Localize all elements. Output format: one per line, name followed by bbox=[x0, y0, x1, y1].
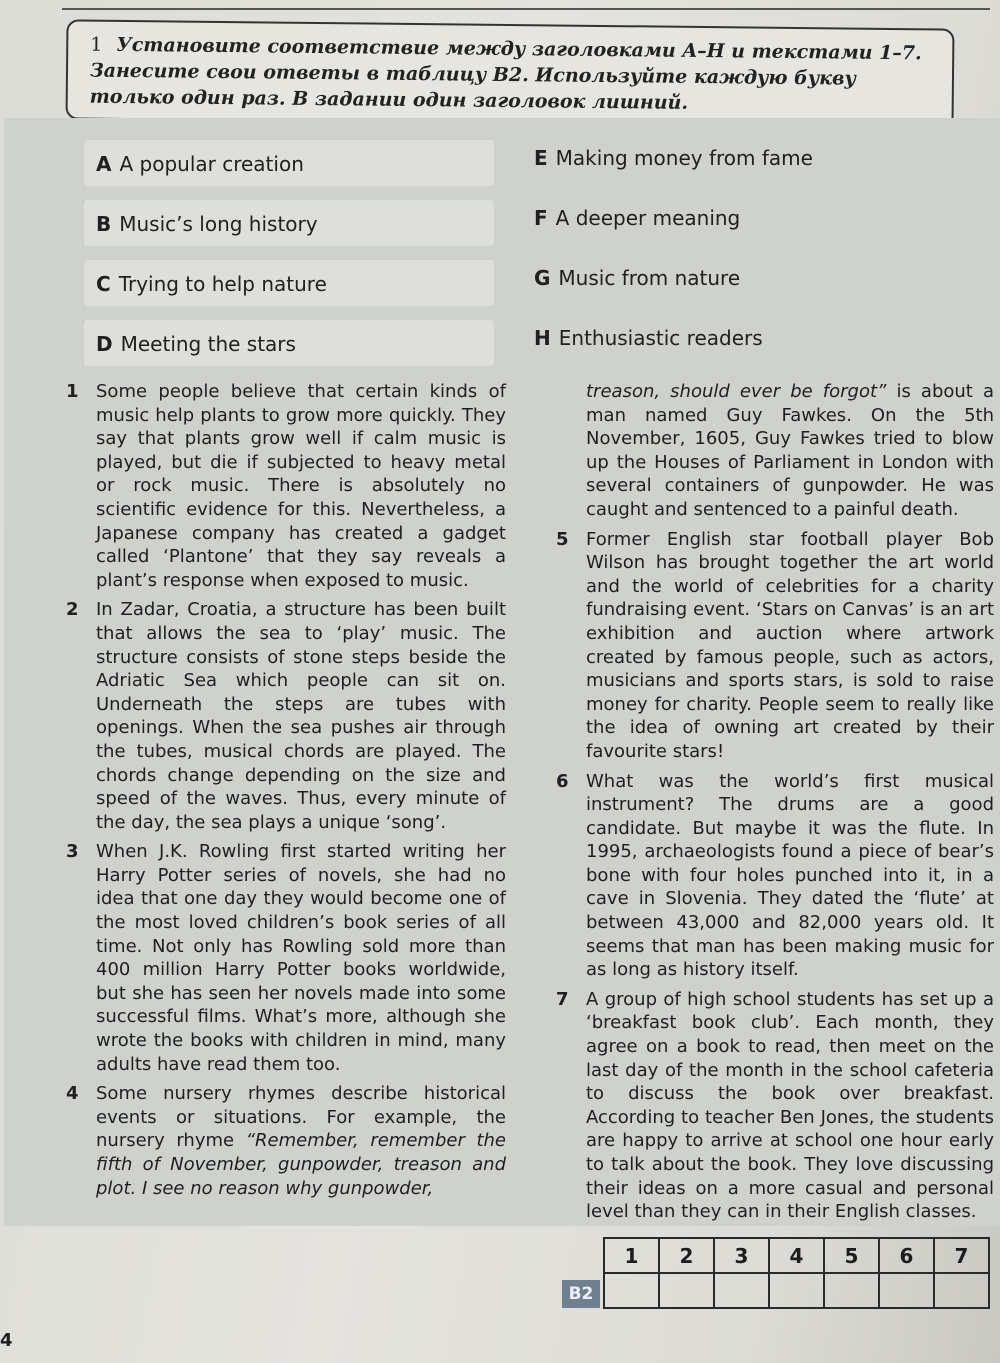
heading-letter: C bbox=[96, 272, 111, 296]
answer-column-header: 7 bbox=[934, 1238, 989, 1273]
text-number: 3 bbox=[66, 841, 79, 863]
text-body: Some people believe that certain kinds of music help plants to grow more quickly. They say that plants grow well if calm music is played, but die if subjected to heavy metal or rock music. There is absolutely no scientific evidence for this. Nevertheless, a Japanese company has created a gadget called ‘Plantone’ that they say reveals a plant’s response when exposed to music. bbox=[96, 381, 506, 591]
answer-column-header: 2 bbox=[659, 1238, 714, 1273]
heading-g bbox=[534, 266, 740, 290]
answer-column-header: 1 bbox=[604, 1238, 659, 1273]
text-number: 1 bbox=[66, 381, 79, 402]
text-number: 6 bbox=[556, 770, 569, 792]
answer-cell-1[interactable] bbox=[604, 1273, 659, 1308]
answer-cell-7[interactable] bbox=[934, 1273, 989, 1308]
answer-column-header: 4 bbox=[769, 1238, 824, 1273]
answer-table-answer-row bbox=[604, 1273, 989, 1308]
heading-text: Music’s long history bbox=[119, 212, 318, 236]
text-item-4-continued bbox=[556, 380, 994, 522]
text-body: A group of high school students has set up a ‘breakfast book club’. Each month, they agree on a book to read, then meet on the last day of the month in the school cafeteria to discuss the book over breakfast. According to teacher Ben Jones, the students are happy to arrive at school one hour early to talk about the book. They love discussing their ideas on a more casual and personal level than they can in their English classes. bbox=[586, 988, 994, 1223]
answer-cell-4[interactable] bbox=[769, 1273, 824, 1308]
text-item-7 bbox=[556, 988, 994, 1224]
texts-right-column bbox=[556, 380, 994, 1230]
heading-e bbox=[534, 146, 813, 170]
task-number: 1 bbox=[90, 33, 103, 56]
text-number: 7 bbox=[556, 988, 569, 1010]
nursery-rhyme-quote-continued: treason, should ever be forgot” bbox=[586, 381, 887, 402]
text-body: Some nursery rhymes describe historical events or situations. For example, the nursery rhyme bbox=[96, 1083, 506, 1152]
text-body: When J.K. Rowling first started writing her Harry Potter series of novels, she had no idea that one day they would become one of the most loved children’s book series of all time. Not only has Rowling sold more than 400 million Harry Potter books worldwide, but she has seen her novels made into some successful films. What’s more, although she wrote the books with children in mind, many adults have read them too. bbox=[96, 841, 506, 1075]
texts-left-column bbox=[66, 380, 506, 1206]
heading-letter: D bbox=[96, 332, 113, 356]
heading-letter: E bbox=[534, 146, 548, 170]
text-item-6 bbox=[556, 770, 994, 982]
text-number: 2 bbox=[66, 599, 79, 621]
answer-table-header-row bbox=[604, 1238, 989, 1273]
heading-text: Trying to help nature bbox=[118, 272, 327, 296]
answer-column-header: 3 bbox=[714, 1238, 769, 1273]
answer-cell-3[interactable] bbox=[714, 1273, 769, 1308]
answer-table-b2 bbox=[603, 1237, 990, 1309]
heading-c bbox=[96, 272, 327, 296]
heading-a bbox=[96, 152, 304, 176]
top-rule bbox=[62, 8, 990, 10]
text-body: is about a man named Guy Fawkes. On the 5th November, 1605, Guy Fawkes tried to blow up the Houses of Parliament in London with several containers of gunpowder. He was caught and sentenced to a painful death. bbox=[586, 381, 994, 520]
heading-text: Meeting the stars bbox=[120, 332, 296, 356]
text-item-1 bbox=[66, 380, 506, 592]
heading-b bbox=[96, 212, 318, 236]
text-body: In Zadar, Croatia, a structure has been built that allows the sea to ‘play’ music. The structure consists of stone steps beside the Adriatic Sea which people can sit on. Underneath the steps are tubes with openings. When the sea pushes air through the tubes, musical chords are played. The chords change depending on the size and speed of the waves. Thus, every minute of the day, the sea plays a unique ‘song’. bbox=[96, 599, 506, 833]
text-item-5 bbox=[556, 528, 994, 764]
heading-letter: F bbox=[534, 206, 548, 230]
text-body: Former English star football player Bob Wilson has brought together the art world and the world of celebrities for a charity fundraising event. ‘Stars on Canvas’ is an art exhibition and auction where artwork created by famous people, such as actors, musicians and sports stars, is sold to raise money for charity. People seem to really like the idea of owning art created by their favourite stars! bbox=[586, 528, 994, 762]
text-item-3 bbox=[66, 840, 506, 1076]
heading-letter: H bbox=[534, 326, 551, 350]
task-content-area bbox=[4, 118, 1000, 1226]
answer-cell-6[interactable] bbox=[879, 1273, 934, 1308]
heading-text: A popular creation bbox=[119, 152, 304, 176]
heading-h bbox=[534, 326, 763, 350]
heading-text: Music from nature bbox=[558, 266, 741, 290]
task-instruction-box bbox=[66, 19, 955, 128]
answer-column-header: 6 bbox=[879, 1238, 934, 1273]
text-body: What was the world’s first musical instrument? The drums are a good candidate. But maybe it was the flute. In 1995, archaeologists found a piece of bear’s bone with four holes punched into it, in a cave in Slovenia. They dated the ‘flute’ at between 43,000 and 82,000 years old. It seems that man has been making music for as long as history itself. bbox=[586, 770, 994, 981]
heading-text: Enthusiastic readers bbox=[558, 326, 763, 350]
text-item-4 bbox=[66, 1082, 506, 1200]
heading-f bbox=[534, 206, 740, 230]
heading-d bbox=[96, 332, 296, 356]
text-number: 4 bbox=[66, 1083, 79, 1105]
heading-letter: G bbox=[534, 266, 551, 290]
nursery-rhyme-quote: “Remember, remember the fifth of November, gunpowder, treason and plot. I see no reason why gunpowder, bbox=[96, 1130, 506, 1199]
heading-text: Making money from fame bbox=[555, 146, 813, 170]
answer-cell-2[interactable] bbox=[659, 1273, 714, 1308]
text-number: 5 bbox=[556, 528, 569, 550]
page-number: 4 bbox=[0, 1330, 13, 1351]
answer-column-header: 5 bbox=[824, 1238, 879, 1273]
heading-text: A deeper meaning bbox=[555, 206, 741, 230]
answer-table-label: B2 bbox=[562, 1280, 600, 1308]
heading-letter: B bbox=[96, 212, 112, 236]
heading-letter: A bbox=[96, 152, 112, 176]
answer-cell-5[interactable] bbox=[824, 1273, 879, 1308]
text-item-2 bbox=[66, 598, 506, 834]
task-instruction-text: Установите соответствие между заголовками A–H и текстами 1–7. Занесите свои ответы в таблицу B2. Используйте каждую букву только один раз. В задании один заголовок лишний. bbox=[89, 33, 922, 114]
